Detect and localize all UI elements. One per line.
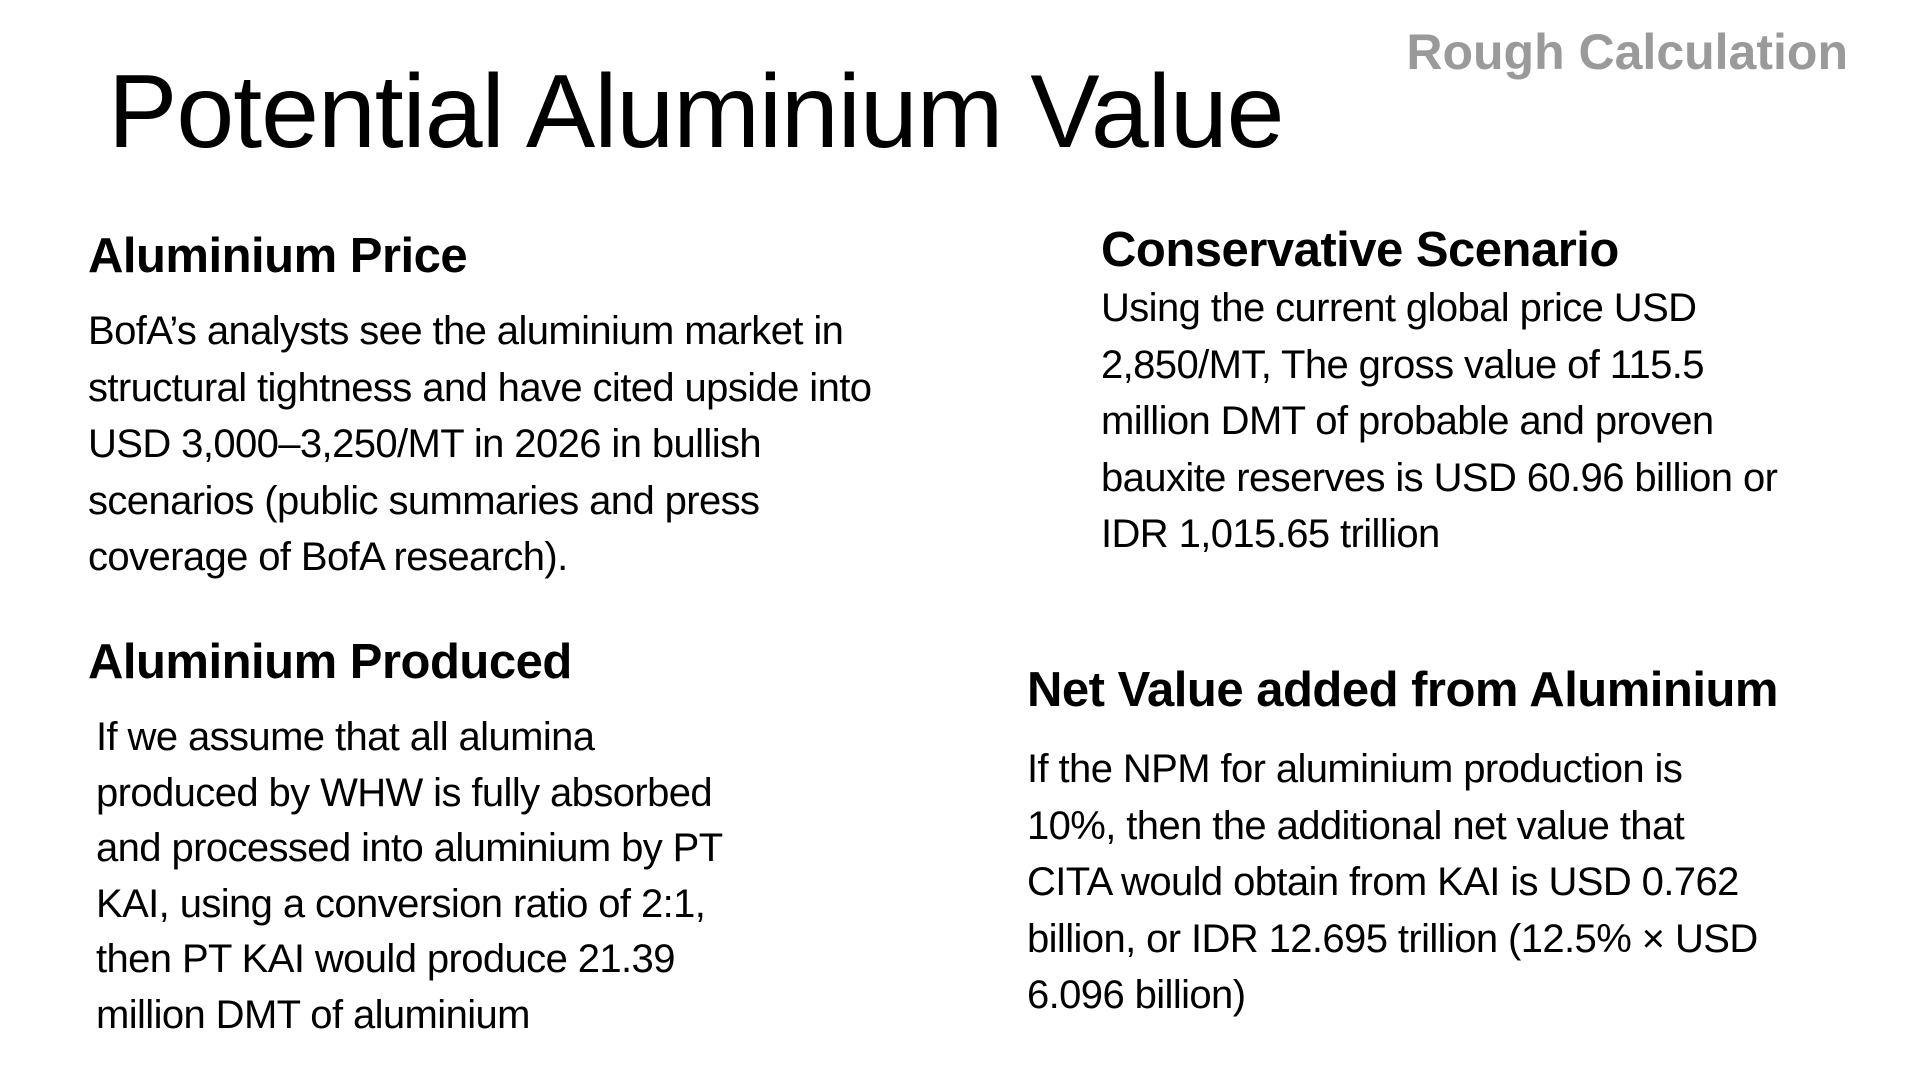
aluminium-produced-text <box>96 710 723 1043</box>
text-line: If the NPM for aluminium production is <box>1027 747 1683 791</box>
text-line: CITA would obtain from KAI is USD 0.762 <box>1027 860 1739 904</box>
text-line: If we assume that all alumina <box>96 715 595 759</box>
aluminium-price-heading: Aluminium Price <box>88 229 468 283</box>
page-title: Potential Aluminium Value <box>108 54 1284 170</box>
text-line: scenarios (public summaries and press <box>88 478 760 523</box>
rough-calculation-label: Rough Calculation <box>1406 24 1848 80</box>
text-line: million DMT of probable and proven <box>1101 399 1714 443</box>
text-line: bauxite reserves is USD 60.96 billion or <box>1101 455 1778 500</box>
text-line: KAI, using a conversion ratio of 2:1, <box>96 881 706 926</box>
text-line: coverage of BofA research). <box>88 535 568 579</box>
text-line: IDR 1,015.65 trillion <box>1101 512 1440 556</box>
net-value-text <box>1027 741 1758 1024</box>
aluminium-price-text <box>88 303 871 586</box>
text-line: billion, or IDR 12.695 trillion (12.5% × USD <box>1027 916 1758 961</box>
text-line: 10%, then the additional net value that <box>1027 803 1685 848</box>
text-line: 2,850/MT, The gross value of 115.5 <box>1101 342 1704 387</box>
conservative-scenario-heading: Conservative Scenario <box>1101 223 1619 277</box>
text-line: structural tightness and have cited upside into <box>88 365 872 410</box>
text-line: produced by WHW is fully absorbed <box>96 770 713 815</box>
conservative-scenario-text <box>1101 280 1777 563</box>
text-line: BofA’s analysts see the aluminium market in <box>88 309 844 353</box>
net-value-heading: Net Value added from Aluminium <box>1027 663 1778 717</box>
text-line: then PT KAI would produce 21.39 <box>96 937 675 981</box>
text-line: and processed into aluminium by PT <box>96 826 723 870</box>
text-line: USD 3,000–3,250/MT in 2026 in bullish <box>88 422 762 466</box>
text-line: Using the current global price USD <box>1101 286 1697 330</box>
aluminium-produced-heading: Aluminium Produced <box>88 635 572 689</box>
text-line: million DMT of aluminium <box>96 992 530 1037</box>
text-line: 6.096 billion) <box>1027 973 1246 1017</box>
